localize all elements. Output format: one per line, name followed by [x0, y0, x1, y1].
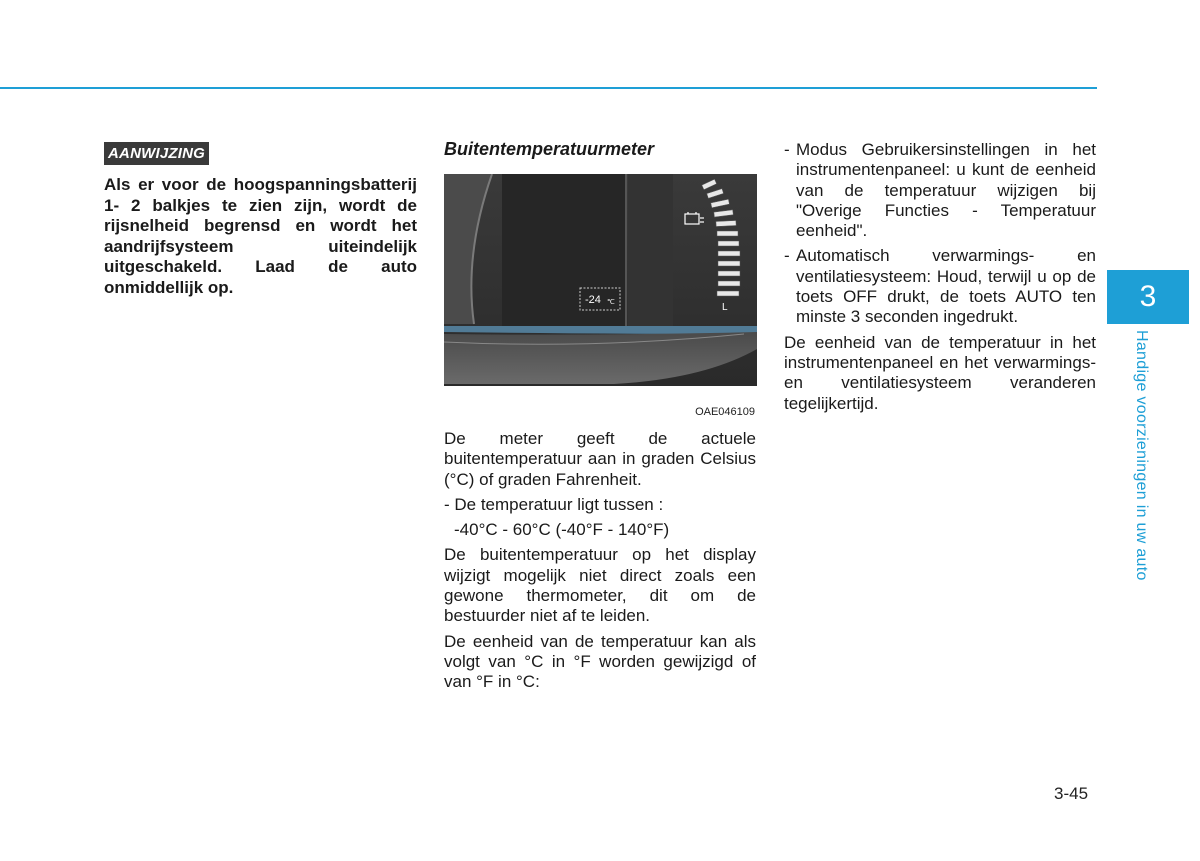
- figure-code: OAE046109: [695, 406, 755, 418]
- cluster-illustration: [444, 174, 757, 422]
- cluster-figure: [444, 174, 757, 422]
- temperature-unit: ℃: [607, 299, 615, 306]
- paragraph: -40°C - 60°C (-40°F - 140°F): [454, 520, 670, 540]
- paragraph: De meter geeft de actuele buitentemperatuur aan in graden Celsius (°C) of graden Fahrenheit.: [444, 429, 756, 489]
- paragraph: De eenheid van de temperatuur kan als volgt van °C in °F worden gewijzigd of van °F in °C:: [444, 631, 756, 692]
- note-text: [104, 175, 417, 298]
- list-item: [784, 140, 1096, 241]
- section-body: [444, 429, 756, 698]
- page-number: 3-45: [1054, 784, 1089, 803]
- column3-body: [784, 140, 1096, 419]
- list-item: [784, 246, 1096, 327]
- header-rule: [0, 87, 1097, 89]
- note-paragraph: Als er voor de hoogspanningsbatterij 1- 2 balkjes te zien zijn, wordt de rijsnelheid begrensd en wordt het aandrijfsysteem uiteindelijk uitgeschakeld. Laad de auto onmiddellijk op.: [104, 175, 417, 297]
- bullet-dash: -: [784, 246, 790, 266]
- note-label: AANWIJZING: [104, 142, 209, 165]
- temperature-readout: -24: [585, 294, 601, 306]
- gauge-low-letter: L: [722, 302, 728, 313]
- chapter-number: 3: [1107, 270, 1189, 324]
- closing-paragraph: De eenheid van de temperatuur in het instrumentenpaneel en het verwarmings- en ventilatiesysteem veranderen tegelijkertijd.: [784, 332, 1096, 413]
- chapter-title: Handige voorzieningen in uw auto: [1133, 330, 1150, 581]
- list-item-text: Modus Gebruikersinstellingen in het instrumentenpaneel: u kunt de eenheid van de temperatuur wijzigen bij "Overige Functies - Temperatuur eenheid".: [796, 140, 1096, 241]
- bullet-dash: -: [784, 140, 790, 159]
- paragraph: - De temperatuur ligt tussen :: [444, 494, 664, 514]
- section-heading: Buitentemperatuurmeter: [444, 139, 655, 159]
- list-item-text: Automatisch verwarmings- en ventilatiesysteem: Houd, terwijl u op de toets OFF drukt, de toets AUTO ten minste 3 seconden ingedrukt.: [796, 246, 1096, 327]
- paragraph: De buitentemperatuur op het display wijzigt mogelijk niet direct zoals een gewone thermometer, dit om de bestuurder niet af te leiden.: [444, 545, 756, 626]
